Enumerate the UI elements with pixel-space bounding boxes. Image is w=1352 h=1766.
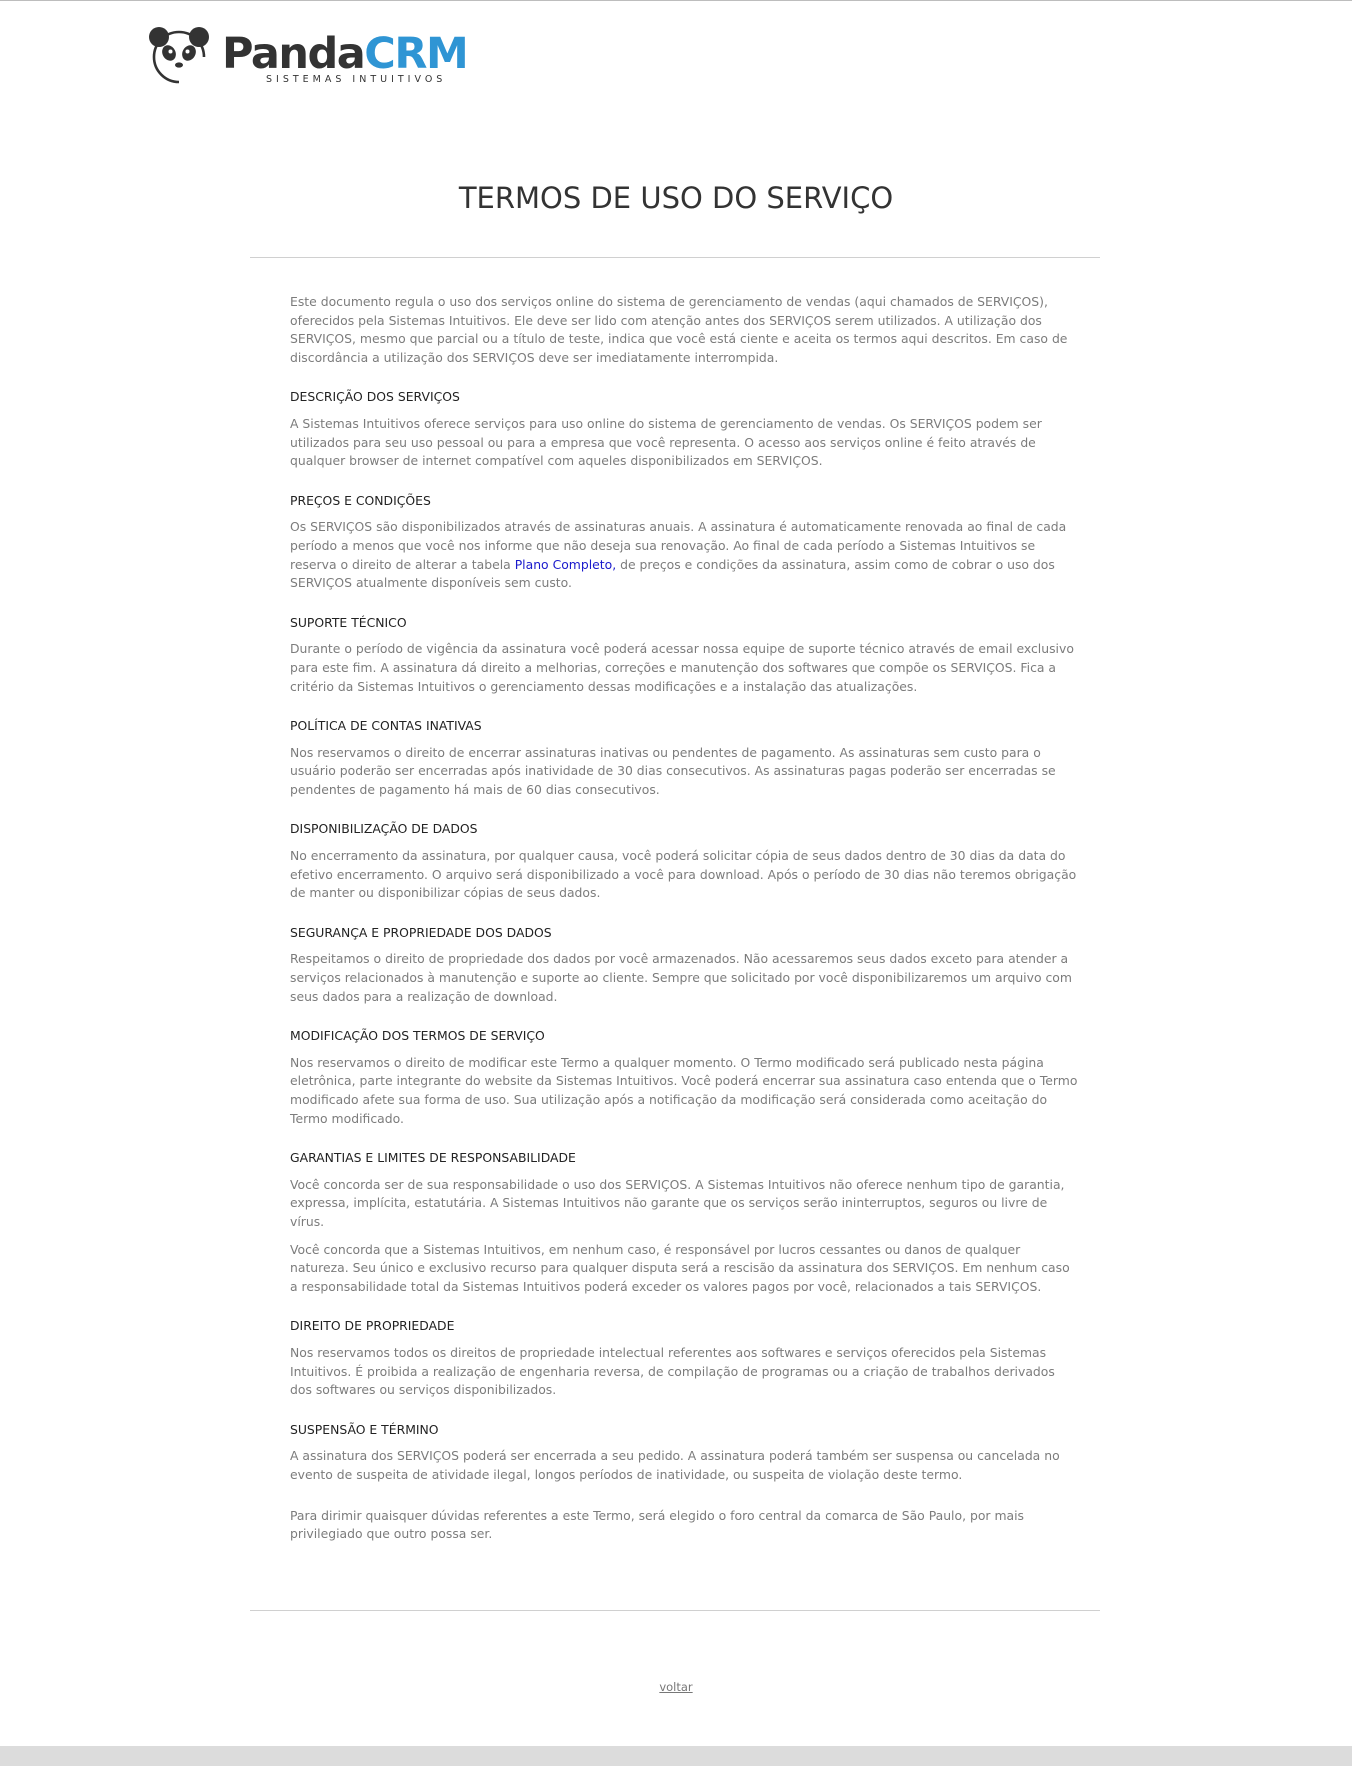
section-heading-precos: PREÇOS E CONDIÇÕES: [290, 492, 431, 508]
section-text-seguranca: Respeitamos o direito de propriedade dos dados por você armazenados. Não acessaremos seus dados exceto para atender a serviços relacionados à manutenção e suporte ao cliente. Sempre que solicitado por você disponibilizaremos um arquivo com seus dados para a realização de download.: [290, 951, 1072, 1004]
top-border: [0, 0, 1352, 1]
closing-paragraph: Para dirimir quaisquer dúvidas referentes a este Termo, será elegido o foro central da comarca de São Paulo, por mais privilegiado que outro possa ser.: [290, 1507, 1025, 1542]
back-link[interactable]: voltar: [659, 1680, 693, 1694]
section-heading-seguranca: SEGURANÇA E PROPRIEDADE DOS DADOS: [290, 924, 552, 940]
section-heading-garantias: GARANTIAS E LIMITES DE RESPONSABILIDADE: [290, 1150, 576, 1166]
section-text-precos: [290, 518, 1080, 592]
brand-word-accent: CRM: [364, 29, 468, 79]
panda-icon: [148, 26, 210, 86]
terms-content: [290, 293, 1080, 1544]
section-text-propriedade: Nos reservamos todos os direitos de propriedade intelectual referentes aos softwares e serviços oferecidos pela Sistemas Intuitivos. É proibida a realização de engenharia reversa, de compilação de programas ou a criação de trabalhos derivados dos softwares ou serviços disponibilizados.: [290, 1344, 1055, 1398]
brand-wordmark: [222, 28, 467, 80]
section-text-contas-inativas: Nos reservamos o direito de encerrar assinaturas inativas ou pendentes de pagamento. As assinaturas sem custo para o usuário poderão ser encerradas após inatividade de 30 dias consecutivos. As assinaturas pagas poderão ser encerradas se pendentes de pagamento há mais de 60 dias consecutivos.: [290, 744, 1056, 797]
plano-completo-link[interactable]: Plano Completo,: [514, 556, 617, 572]
section-heading-dados: DISPONIBILIZAÇÃO DE DADOS: [290, 821, 478, 837]
section-text-descricao: A Sistemas Intuitivos oferece serviços para uso online do sistema de gerenciamento de vendas. Os SERVIÇOS podem ser utilizados para seu uso pessoal ou para a empresa que você representa. O acesso aos serviços online é feito através de qualquer browser de internet compatível com aqueles disponibilizados em SERVIÇOS.: [290, 415, 1042, 469]
precos-text-before: Os SERVIÇOS são disponibilizados através de assinaturas anuais. A assinatura é automaticamente renovada ao final de cada período a menos que você nos informe que não deseja sua renovação. Ao final de cada período a Sistemas Intuitivos se reserva o direito de alterar a tabela: [290, 519, 1067, 572]
page-title: TERMOS DE USO DO SERVIÇO: [458, 181, 894, 215]
footer-nav: [0, 1680, 1352, 1694]
precos-text-after: de preços e condições da assinatura, assim como de cobrar o uso dos SERVIÇOS atualmente disponíveis sem custo.: [290, 556, 1055, 591]
brand-word-dark: Panda: [222, 29, 365, 79]
section-heading-suspensao: SUSPENSÃO E TÉRMINO: [290, 1421, 439, 1437]
section-heading-suporte: SUPORTE TÉCNICO: [290, 614, 407, 630]
section-heading-modificacao: MODIFICAÇÃO DOS TERMOS DE SERVIÇO: [290, 1028, 545, 1044]
section-text-modificacao: Nos reservamos o direito de modificar este Termo a qualquer momento. O Termo modificado será publicado nesta página eletrônica, parte integrante do website da Sistemas Intuitivos. Você poderá encerrar sua assinatura caso entenda que o Termo modificado afete sua forma de uso. Sua utilização após a notificação da modificação será considerada como aceitação do Termo modificado.: [290, 1054, 1078, 1126]
section-heading-descricao: DESCRIÇÃO DOS SERVIÇOS: [290, 389, 460, 405]
section-heading-propriedade: DIREITO DE PROPRIEDADE: [290, 1318, 455, 1334]
section-text-garantias-1: Você concorda ser de sua responsabilidade o uso dos SERVIÇOS. A Sistemas Intuitivos não oferece nenhum tipo de garantia, expressa, implícita, estatutária. A Sistemas Intuitivos não garante que os serviços serão ininterruptos, seguros ou livre de vírus.: [290, 1176, 1065, 1229]
intro-paragraph: Este documento regula o uso dos serviços online do sistema de gerenciamento de vendas (aqui chamados de SERVIÇOS), oferecidos pela Sistemas Intuitivos. Ele deve ser lido com atenção antes dos SERVIÇOS serem utilizados. A utilização dos SERVIÇOS, mesmo que parcial ou a título de teste, indica que você está ciente e aceita os termos aqui descritos. Em caso de discordância a utilização dos SERVIÇOS deve ser imediatamente interrompida.: [290, 294, 1068, 365]
section-heading-contas-inativas: POLÍTICA DE CONTAS INATIVAS: [290, 718, 482, 734]
section-text-dados: No encerramento da assinatura, por qualquer causa, você poderá solicitar cópia de seus dados dentro de 30 dias da data do efetivo encerramento. O arquivo será disponibilizado a você para download. Após o período de 30 dias não teremos obrigação de manter ou disponibilizar cópias de seus dados.: [290, 848, 1077, 901]
divider-bottom: [250, 1610, 1100, 1611]
brand-logo: [148, 26, 468, 86]
footer-bar: [0, 1746, 1352, 1766]
brand-tagline: SISTEMAS INTUITIVOS: [266, 74, 447, 85]
section-text-suspensao: A assinatura dos SERVIÇOS poderá ser encerrada a seu pedido. A assinatura poderá também ser suspensa ou cancelada no evento de suspeita de atividade ilegal, longos períodos de inatividade, ou suspeita de violação deste termo.: [290, 1448, 1060, 1482]
divider-top: [250, 257, 1100, 258]
section-text-garantias-2: Você concorda que a Sistemas Intuitivos, em nenhum caso, é responsável por lucros cessantes ou danos de qualquer natureza. Seu único e exclusivo recurso para qualquer disputa será a rescisão da assinatura dos SERVIÇOS. Em nenhum caso a responsabilidade total da Sistemas Intuitivos poderá exceder os valores pagos por você, relacionados a tais SERVIÇOS.: [290, 1241, 1070, 1294]
section-text-suporte: Durante o período de vigência da assinatura você poderá acessar nossa equipe de suporte técnico através de email exclusivo para este fim. A assinatura dá direito a melhorias, correções e manutenção dos softwares que compõe os SERVIÇOS. Fica a critério da Sistemas Intuitivos o gerenciamento dessas modificações e a instalação das atualizações.: [290, 641, 1074, 694]
